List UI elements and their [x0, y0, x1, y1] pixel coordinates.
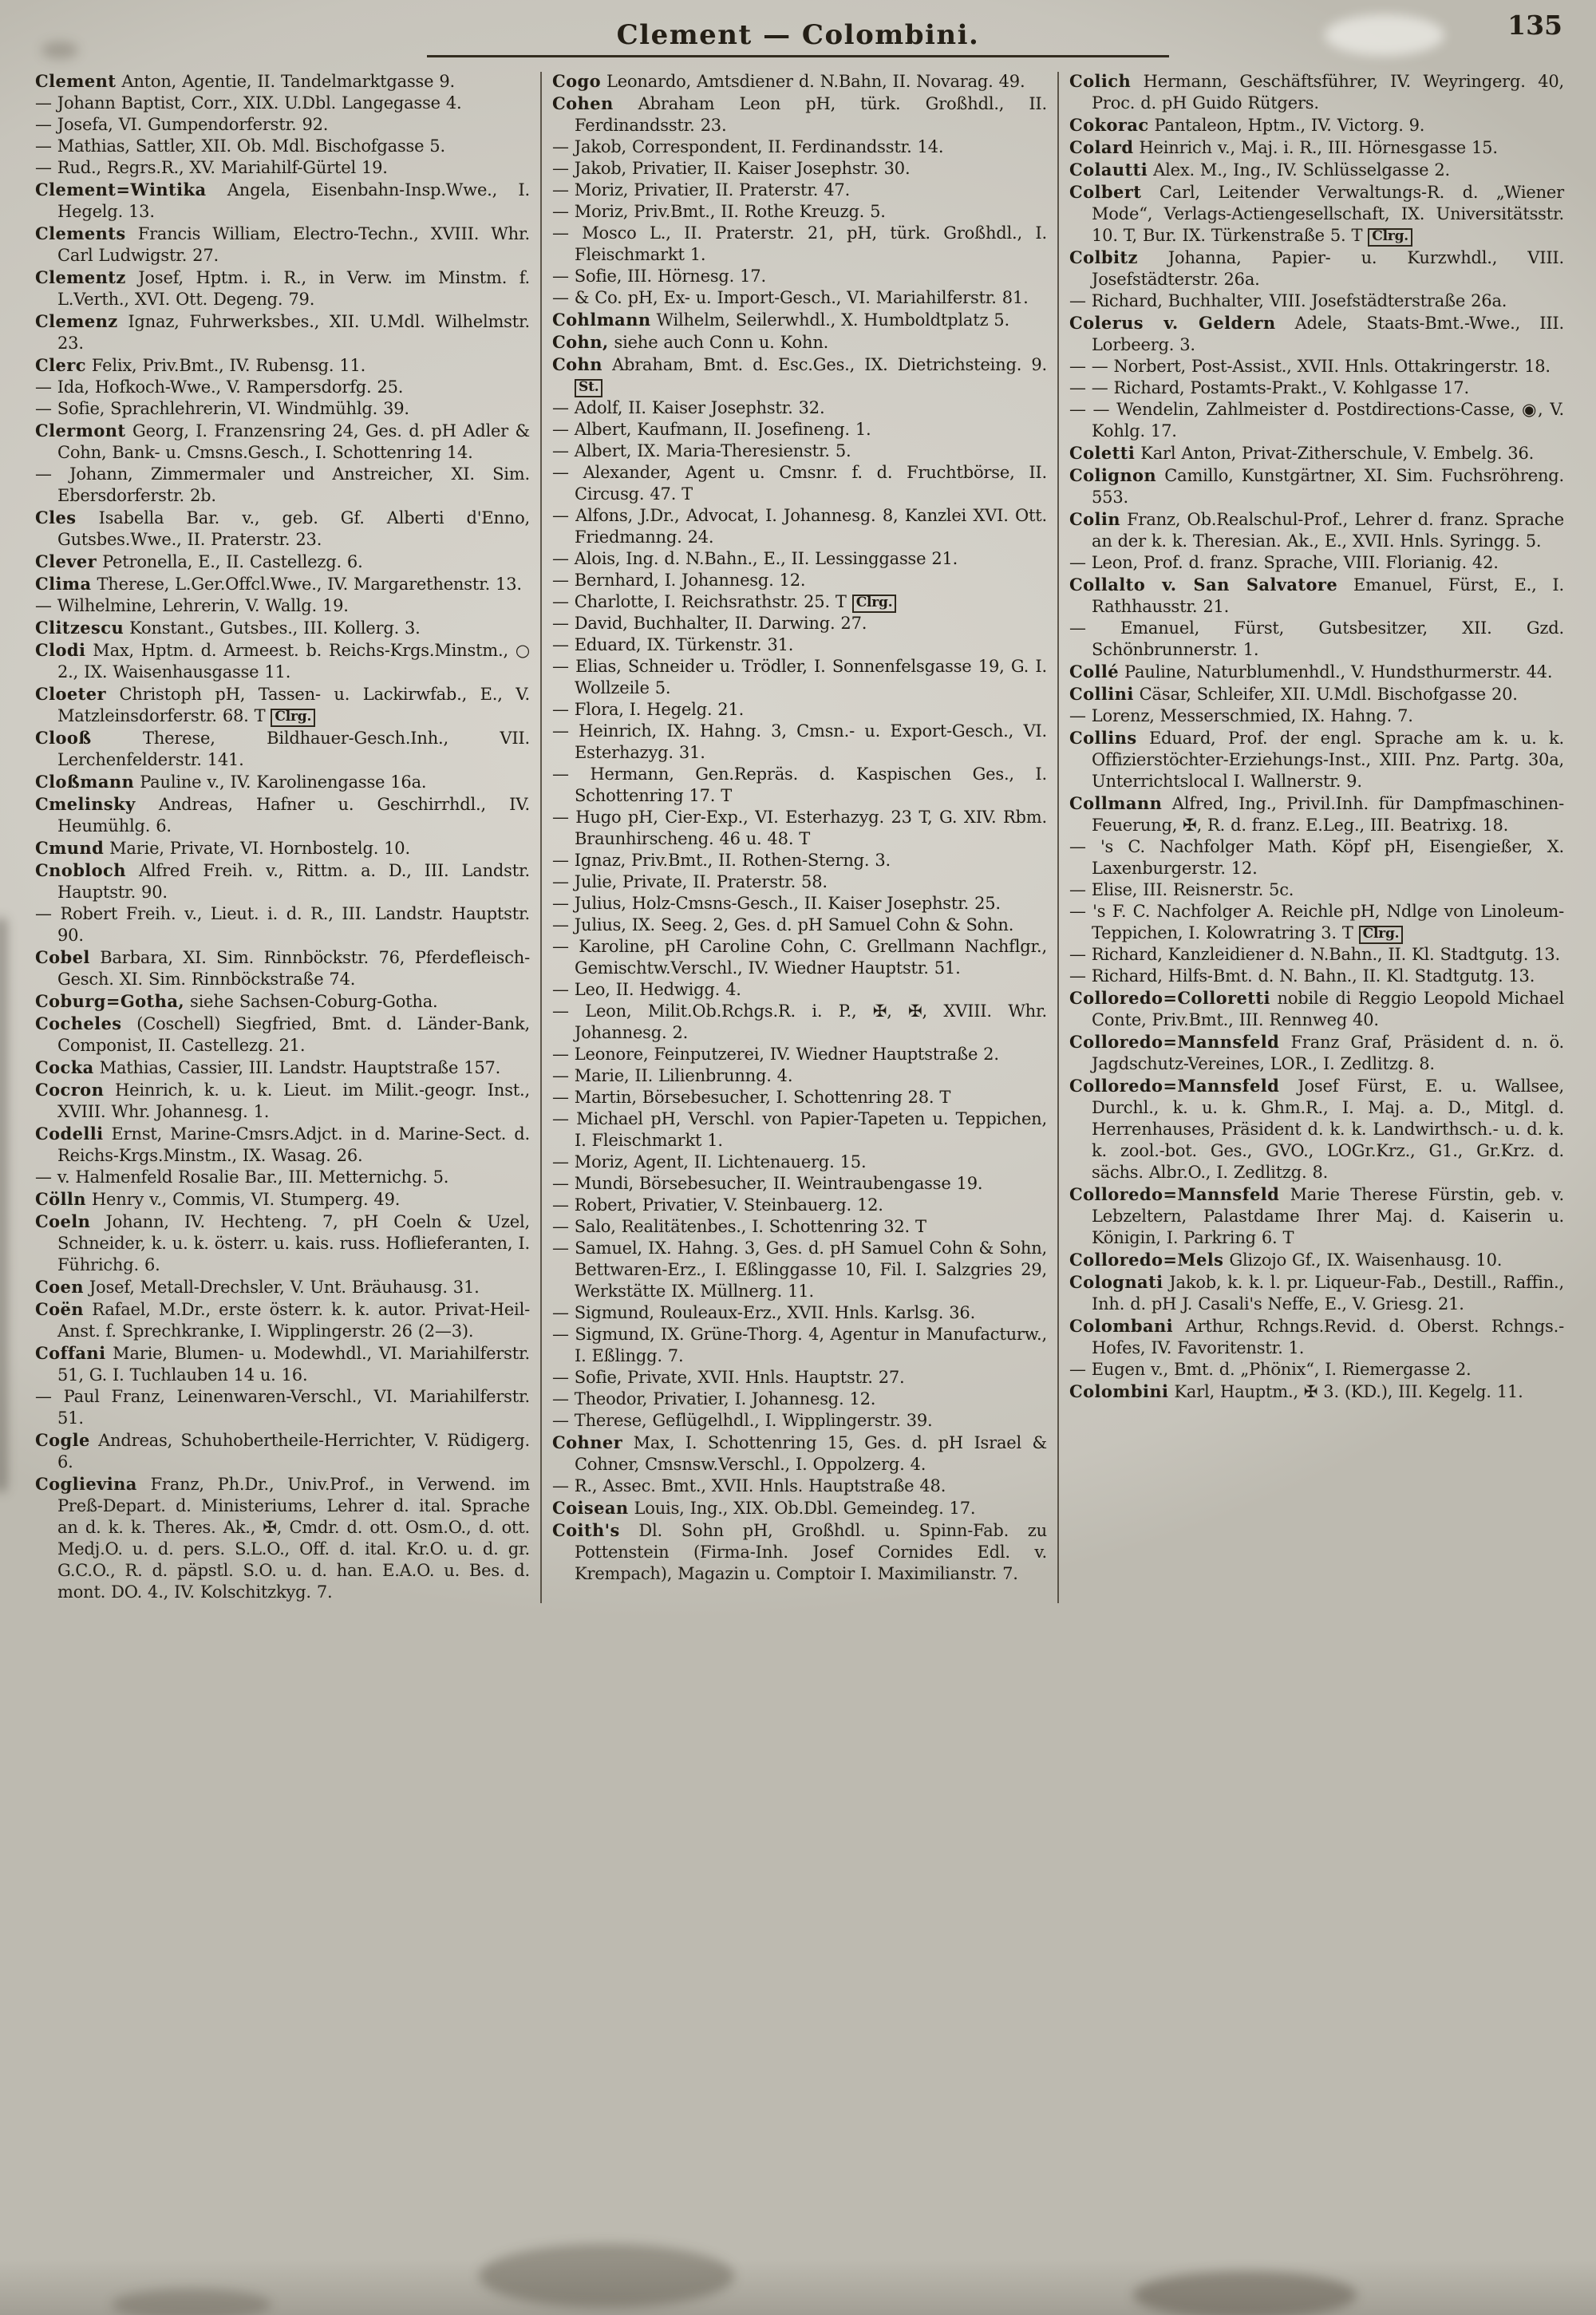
- entry-surname: Collé: [1069, 662, 1120, 681]
- directory-entry: — Sigmund, IX. Grüne-Thorg. 4, Agentur in Manufacturw., I. Eßlingg. 7.: [552, 1325, 1047, 1365]
- entry-surname: Colard: [1069, 137, 1134, 157]
- directory-entry: — Eduard, IX. Türkenstr. 31.: [552, 635, 794, 654]
- directory-entry: — Hugo pH, Cier-Exp., VI. Esterhazyg. 23 T, G. XIV. Rbm. Braunhirscheng. 46 u. 48. T: [552, 808, 1047, 848]
- directory-entry: — Jakob, Privatier, II. Kaiser Josephstr. 30.: [552, 159, 911, 178]
- entry-surname: Coletti: [1069, 443, 1136, 463]
- entry-surname: Colloredo=Mannsfeld: [1069, 1184, 1280, 1204]
- directory-entry: — Elias, Schneider u. Trödler, I. Sonnenfelsgasse 19, G. I. Wollzeile 5.: [552, 657, 1047, 697]
- directory-entry: — Ignaz, Priv.Bmt., II. Rothen-Sterng. 3.: [552, 851, 891, 870]
- directory-entry: Coeln Johann, IV. Hechteng. 7, pH Coeln & Uzel, Schneider, k. u. k. österr. u. kais. russ. Hoflieferanten, I. Führichg. 6.: [35, 1211, 530, 1274]
- entry-surname: Colombani: [1069, 1316, 1174, 1336]
- entry-surname: Colloredo=Mannsfeld: [1069, 1032, 1280, 1052]
- directory-entry: — Jakob, Correspondent, II. Ferdinandsstr. 14.: [552, 137, 944, 156]
- entry-surname: Colloredo=Mels: [1069, 1250, 1224, 1270]
- directory-entry: Colich Hermann, Geschäftsführer, IV. Weyringerg. 40, Proc. d. pH Guido Rütgers.: [1069, 71, 1564, 113]
- directory-entry: — Rud., Regrs.R., XV. Mariahilf-Gürtel 19.: [35, 158, 388, 177]
- entry-surname: Coën: [35, 1299, 84, 1319]
- directory-entry: Clement=Wintika Angela, Eisenbahn-Insp.Wwe., I. Hegelg. 13.: [35, 180, 530, 221]
- directory-entry: — Flora, I. Hegelg. 21.: [552, 700, 745, 719]
- directory-entry: — Charlotte, I. Reichsrathstr. 25. T Clrg.: [552, 591, 1047, 613]
- directory-entry: — Michael pH, Verschl. von Papier-Tapeten u. Teppichen, I. Fleischmarkt 1.: [552, 1109, 1047, 1150]
- entry-surname: Cloeter: [35, 684, 106, 704]
- scan-stain: [479, 2244, 734, 2308]
- entry-surname: Clever: [35, 551, 97, 571]
- directory-entry: — Albert, Kaufmann, II. Josefineng. 1.: [552, 420, 871, 439]
- entry-surname: Clement: [35, 71, 117, 91]
- directory-entry: — Albert, IX. Maria-Theresienstr. 5.: [552, 441, 851, 460]
- directory-entry: — Mosco L., II. Praterstr. 21, pH, türk. Großhdl., I. Fleischmarkt 1.: [552, 223, 1047, 264]
- directory-entry: Colautti Alex. M., Ing., IV. Schlüsselgasse 2.: [1069, 160, 1450, 180]
- directory-entry: — Samuel, IX. Hahng. 3, Ges. d. pH Samuel Cohn & Sohn, Bettwaren-Erz., I. Eßlinggasse 10, Fil. I. Salzgries 29, Werkstätte IX. Müllnerg. 11.: [552, 1238, 1047, 1301]
- directory-entry: Colloredo=Mels Glizojo Gf., IX. Waisenhausg. 10.: [1069, 1250, 1503, 1270]
- entry-surname: Colich: [1069, 71, 1132, 91]
- entry-surname: Cmund: [35, 838, 105, 858]
- entry-surname: Cmelinsky: [35, 794, 136, 814]
- directory-entry: Colloredo=Mannsfeld Franz Graf, Präsident d. n. ö. Jagdschutz-Vereines, LOR., I. Zedlitzg. 8.: [1069, 1032, 1564, 1073]
- directory-entry: — Robert Freih. v., Lieut. i. d. R., III. Landstr. Hauptstr. 90.: [35, 904, 530, 945]
- page-title: Clement — Colombini.: [616, 19, 980, 51]
- directory-entry: — Martin, Börsebesucher, I. Schottenring 28. T: [552, 1088, 951, 1107]
- directory-entry: Colloredo=Colloretti nobile di Reggio Leopold Michael Conte, Priv.Bmt., III. Rennweg 40.: [1069, 988, 1564, 1029]
- directory-entry: — 's F. C. Nachfolger A. Reichle pH, Ndlge von Linoleum-Teppichen, I. Kolowratring 3. T Clrg.: [1069, 902, 1564, 942]
- boxed-label: St.: [575, 379, 602, 397]
- directory-entry: — v. Halmenfeld Rosalie Bar., III. Metternichg. 5.: [35, 1167, 449, 1187]
- directory-entry: Colombini Karl, Hauptm., ✠ 3. (KD.), III. Kegelg. 11.: [1069, 1381, 1523, 1401]
- boxed-label: Clrg.: [271, 709, 315, 727]
- directory-entry: Collmann Alfred, Ing., Privil.Inh. für Dampfmaschinen-Feuerung, ✠, R. d. franz. E.Leg., III. Beatrixg. 18.: [1069, 793, 1564, 835]
- directory-entry: Clementz Josef, Hptm. i. R., in Verw. im Minstm. f. L.Verth., XVI. Ott. Degeng. 79.: [35, 267, 530, 309]
- directory-entry: — Ida, Hofkoch-Wwe., V. Rampersdorfg. 25.: [35, 377, 404, 397]
- directory-entry: Cogle Andreas, Schuhobertheile-Herrichter, V. Rüdigerg. 6.: [35, 1430, 530, 1472]
- scan-stain: [112, 2289, 271, 2315]
- directory-entry: — Julius, IX. Seeg. 2, Ges. d. pH Samuel Cohn & Sohn.: [552, 915, 1014, 934]
- directory-entry: — Sofie, III. Hörnesg. 17.: [552, 267, 766, 286]
- directory-entry: Clemenz Ignaz, Fuhrwerksbes., XII. U.Mdl. Wilhelmstr. 23.: [35, 311, 530, 353]
- directory-entry: Colin Franz, Ob.Realschul-Prof., Lehrer d. franz. Sprache an der k. k. Theresian. Ak., E., XVII. Hnls. Syringg. 5.: [1069, 509, 1564, 551]
- directory-entry: Cmelinsky Andreas, Hafner u. Geschirrhdl., IV. Heumühlg. 6.: [35, 794, 530, 836]
- directory-entry: — Bernhard, I. Johannesg. 12.: [552, 571, 806, 590]
- directory-entry: Cmund Marie, Private, VI. Hornbostelg. 10.: [35, 838, 410, 858]
- directory-entry: — Adolf, II. Kaiser Josephstr. 32.: [552, 398, 825, 417]
- directory-entry: Clitzescu Konstant., Gutsbes., III. Kollerg. 3.: [35, 618, 421, 638]
- directory-entry: — Sigmund, Rouleaux-Erz., XVII. Hnls. Karlsg. 36.: [552, 1303, 976, 1322]
- entry-surname: Cohner: [552, 1432, 623, 1452]
- directory-entry: Coglievina Franz, Ph.Dr., Univ.Prof., in Verwend. im Preß-Depart. d. Ministeriums, Lehrer d. ital. Sprache an d. k. k. Theres. Ak., ✠, Cmdr. d. ott. Osm.O., d. ott. Medj.O. u. d. pers. S.L.O., Off. d. ital. Kr.O. u. d. gr. G.C.O., R. d. päpstl. S.O. u. d. han. E.A.O. u. Bes. d. mont. DO. 4., IV. Kolschitzkyg. 7.: [35, 1474, 530, 1602]
- directory-entry: — Alois, Ing. d. N.Bahn., E., II. Lessinggasse 21.: [552, 549, 958, 568]
- directory-entry: Cohner Max, I. Schottenring 15, Ges. d. pH Israel & Cohner, Cmsnsw.Verschl., I. Oppolzerg. 4.: [552, 1432, 1047, 1474]
- directory-entry: — Leon, Prof. d. franz. Sprache, VIII. Florianig. 42.: [1069, 553, 1499, 572]
- entry-surname: Collmann: [1069, 793, 1163, 813]
- directory-entry: Colombani Arthur, Rchngs.Revid. d. Oberst. Rchngs.-Hofes, IV. Favoritenstr. 1.: [1069, 1316, 1564, 1357]
- directory-entry: Cohn Abraham, Bmt. d. Esc.Ges., IX. Dietrichsteing. 9. St.: [552, 354, 1047, 397]
- directory-entry: Cocheles (Coschell) Siegfried, Bmt. d. Länder-Bank, Componist, II. Castellezg. 21.: [35, 1013, 530, 1055]
- directory-entry: — Therese, Geflügelhdl., I. Wipplingerstr. 39.: [552, 1411, 933, 1430]
- directory-entry: — Marie, II. Lilienbrunng. 4.: [552, 1066, 793, 1085]
- directory-entry: Coisean Louis, Ing., XIX. Ob.Dbl. Gemeindeg. 17.: [552, 1498, 976, 1518]
- entry-surname: Collini: [1069, 684, 1134, 704]
- directory-entry: — Leon, Milit.Ob.Rchgs.R. i. P., ✠, ✠, XVIII. Whr. Johannesg. 2.: [552, 1001, 1047, 1042]
- directory-entry: — Julie, Private, II. Praterstr. 58.: [552, 872, 828, 891]
- directory-entry: Coletti Karl Anton, Privat-Zitherschule, V. Embelg. 36.: [1069, 443, 1535, 463]
- directory-entry: — Mathias, Sattler, XII. Ob. Mdl. Bischofgasse 5.: [35, 136, 445, 156]
- directory-entry: Colloredo=Mannsfeld Marie Therese Fürstin, geb. v. Lebzeltern, Palastdame Ihrer Maj. d. Kaiserin u. Königin, I. Parkring 6. T: [1069, 1184, 1564, 1247]
- entry-surname: Coglievina: [35, 1474, 137, 1494]
- directory-entry: — Robert, Privatier, V. Steinbauerg. 12.: [552, 1195, 883, 1215]
- entry-surname: Cloßmann: [35, 772, 135, 792]
- column-2: [552, 70, 1047, 1603]
- directory-entry: Collé Pauline, Naturblumenhdl., V. Hundsthurmerstr. 44.: [1069, 662, 1553, 681]
- entry-surname: Clooß: [35, 728, 92, 748]
- directory-entry: — Johann, Zimmermaler und Anstreicher, XI. Sim. Ebersdorferstr. 2b.: [35, 464, 530, 505]
- directory-entry: — & Co. pH, Ex- u. Import-Gesch., VI. Mariahilferstr. 81.: [552, 288, 1029, 307]
- directory-entry: Codelli Ernst, Marine-Cmsrs.Adjct. in d. Marine-Sect. d. Reichs-Krgs.Minstm., IX. Wasag. 26.: [35, 1124, 530, 1165]
- column-3: [1069, 70, 1564, 1603]
- directory-entry: Clement Anton, Agentie, II. Tandelmarktgasse 9.: [35, 71, 455, 91]
- directory-entry: Clodi Max, Hptm. d. Armeest. b. Reichs-Krgs.Minstm., ○ 2., IX. Waisenhausgasse 11.: [35, 640, 530, 681]
- column-1: [35, 70, 530, 1603]
- entry-surname: Cles: [35, 508, 77, 527]
- directory-entry: Clements Francis William, Electro-Techn., XVIII. Whr. Carl Ludwigstr. 27.: [35, 223, 530, 265]
- directory-entry: — David, Buchhalter, II. Darwing. 27.: [552, 614, 867, 633]
- entry-surname: Clodi: [35, 640, 86, 660]
- entry-surname: Colbitz: [1069, 247, 1138, 267]
- entry-surname: Colombini: [1069, 1381, 1169, 1401]
- entry-surname: Colerus v. Geldern: [1069, 313, 1276, 333]
- directory-entry: — Johann Baptist, Corr., XIX. U.Dbl. Langegasse 4.: [35, 93, 462, 113]
- directory-entry: Cloeter Christoph pH, Tassen- u. Lackirwfab., E., V. Matzleinsdorferstr. 68. T Clrg.: [35, 684, 530, 725]
- directory-entry: — Leonore, Feinputzerei, IV. Wiedner Hauptstraße 2.: [552, 1045, 999, 1064]
- directory-entry: — Theodor, Privatier, I. Johannesg. 12.: [552, 1389, 876, 1408]
- directory-entry: — Wilhelmine, Lehrerin, V. Wallg. 19.: [35, 596, 349, 615]
- entry-surname: Cocron: [35, 1080, 105, 1100]
- column-divider: [1057, 72, 1059, 1603]
- directory-entry: Clermont Georg, I. Franzensring 24, Ges. d. pH Adler & Cohn, Bank- u. Cmsns.Gesch., I. Schottenring 14.: [35, 421, 530, 462]
- directory-entry: Cohlmann Wilhelm, Seilerwhdl., X. Humboldtplatz 5.: [552, 310, 1009, 330]
- entry-surname: Coen: [35, 1277, 84, 1297]
- directory-entry: Clerc Felix, Priv.Bmt., IV. Rubensg. 11.: [35, 355, 366, 375]
- directory-entry: Cocron Heinrich, k. u. k. Lieut. im Milit.-geogr. Inst., XVIII. Whr. Johannesg. 1.: [35, 1080, 530, 1121]
- directory-entry: — Karoline, pH Caroline Cohn, C. Grellmann Nachflgr., Gemischtw.Verschl., IV. Wiedner Hauptstr. 51.: [552, 937, 1047, 978]
- entry-surname: Cocka: [35, 1057, 94, 1077]
- entry-surname: Clements: [35, 223, 126, 243]
- directory-entry: — Alfons, J.Dr., Advocat, I. Johannesg. 8, Kanzlei XVI. Ott. Friedmanng. 24.: [552, 506, 1047, 547]
- entry-surname: Cogle: [35, 1430, 90, 1450]
- entry-surname: Coffani: [35, 1343, 106, 1363]
- directory-entry: — Richard, Hilfs-Bmt. d. N. Bahn., II. Kl. Stadtgutg. 13.: [1069, 966, 1535, 986]
- directory-entry: — Lorenz, Messerschmied, IX. Hahng. 7.: [1069, 706, 1413, 725]
- directory-entry: — Julius, Holz-Cmsns-Gesch., II. Kaiser Josephstr. 25.: [552, 894, 1001, 913]
- directory-entry: — Salo, Realitätenbes., I. Schottenring 32. T: [552, 1217, 926, 1236]
- boxed-label: Clrg.: [852, 595, 897, 613]
- header-rule: [427, 55, 1169, 57]
- entry-surname: Colloredo=Colloretti: [1069, 988, 1270, 1008]
- entry-surname: Cocheles: [35, 1013, 122, 1033]
- entry-surname: Colloredo=Mannsfeld: [1069, 1076, 1280, 1096]
- directory-entry: — Emanuel, Fürst, Gutsbesitzer, XII. Gzd. Schönbrunnerstr. 1.: [1069, 618, 1564, 659]
- directory-entry: — Leo, II. Hedwigg. 4.: [552, 980, 741, 999]
- directory-entry: Cocka Mathias, Cassier, III. Landstr. Hauptstraße 157.: [35, 1057, 501, 1077]
- entry-surname: Cogo: [552, 71, 602, 91]
- entry-surname: Cohlmann: [552, 310, 651, 330]
- directory-entry: — Moriz, Privatier, II. Praterstr. 47.: [552, 180, 851, 200]
- entry-surname: Coeln: [35, 1211, 91, 1231]
- directory-entry: — Elise, III. Reisnerstr. 5c.: [1069, 880, 1294, 899]
- entry-surname: Cölln: [35, 1189, 86, 1209]
- entry-surname: Cohen: [552, 93, 614, 113]
- directory-entry: Cloßmann Pauline v., IV. Karolinengasse 16a.: [35, 772, 427, 792]
- entry-surname: Clima: [35, 574, 92, 594]
- directory-entry: — Richard, Kanzleidiener d. N.Bahn., II. Kl. Stadtgutg. 13.: [1069, 945, 1561, 964]
- directory-entry: Cles Isabella Bar. v., geb. Gf. Alberti d'Enno, Gutsbes.Wwe., II. Praterstr. 23.: [35, 508, 530, 549]
- directory-entry: — Moriz, Agent, II. Lichtenauerg. 15.: [552, 1152, 867, 1171]
- entry-surname: Collalto v. San Salvatore: [1069, 575, 1338, 595]
- directory-entry: — Heinrich, IX. Hahng. 3, Cmsn.- u. Export-Gesch., VI. Esterhazyg. 31.: [552, 721, 1047, 762]
- directory-entry: Coburg=Gotha, siehe Sachsen-Coburg-Gotha.: [35, 991, 438, 1011]
- entry-surname: Colautti: [1069, 160, 1148, 180]
- directory-entry: Colbert Carl, Leitender Verwaltungs-R. d. „Wiener Mode“, Verlags-Actiengesellschaft, IX. Universitätsstr. 10. T, Bur. IX. Türkenstraße 5. T Clrg.: [1069, 182, 1564, 245]
- entry-surname: Clermont: [35, 421, 126, 440]
- entry-surname: Coburg=Gotha,: [35, 991, 185, 1011]
- directory-entry: Colbitz Johanna, Papier- u. Kurzwhdl., VIII. Josefstädterstr. 26a.: [1069, 247, 1564, 289]
- directory-entry: Cohen Abraham Leon pH, türk. Großhdl., II. Ferdinandsstr. 23.: [552, 93, 1047, 135]
- directory-entry: Coën Rafael, M.Dr., erste österr. k. k. autor. Privat-Heil-Anst. f. Sprechkranke, I. Wipplingerstr. 26 (2—3).: [35, 1299, 530, 1341]
- directory-entry: Cobel Barbara, XI. Sim. Rinnböckstr. 76, Pferdefleisch-Gesch. XI. Sim. Rinnböckstraße 74.: [35, 947, 530, 989]
- directory-entry: — Mundi, Börsebesucher, II. Weintraubengasse 19.: [552, 1174, 983, 1193]
- entry-surname: Cohn: [552, 354, 602, 374]
- directory-entry: — — Wendelin, Zahlmeister d. Postdirections-Casse, ◉, V. Kohlg. 17.: [1069, 400, 1564, 440]
- directory-entry: — Sofie, Private, XVII. Hnls. Hauptstr. 27.: [552, 1368, 905, 1387]
- column-divider: [540, 72, 542, 1603]
- directory-entry: Colard Heinrich v., Maj. i. R., III. Hörnesgasse 15.: [1069, 137, 1498, 157]
- directory-entry: — Josefa, VI. Gumpendorferstr. 92.: [35, 115, 329, 134]
- directory-entry: Clever Petronella, E., II. Castellezg. 6.: [35, 551, 363, 571]
- entry-surname: Collins: [1069, 728, 1137, 748]
- entry-surname: Colognati: [1069, 1272, 1163, 1292]
- directory-entry: Colignon Camillo, Kunstgärtner, XI. Sim. Fuchsröhreng. 553.: [1069, 465, 1564, 507]
- scan-stain: [1133, 2271, 1357, 2315]
- entry-surname: Clerc: [35, 355, 86, 375]
- directory-entry: Colognati Jakob, k. k. l. pr. Liqueur-Fab., Destill., Raffin., Inh. d. pH J. Casali's Neffe, E., V. Griesg. 21.: [1069, 1272, 1564, 1314]
- entry-surname: Clementz: [35, 267, 126, 287]
- directory-entry: Cokorac Pantaleon, Hptm., IV. Victorg. 9.: [1069, 115, 1425, 135]
- directory-entry: — Eugen v., Bmt. d. „Phönix“, I. Riemergasse 2.: [1069, 1360, 1472, 1379]
- directory-columns: [0, 57, 1596, 1603]
- directory-entry: Coffani Marie, Blumen- u. Modewhdl., VI. Mariahilferstr. 51, G. I. Tuchlauben 14 u. 16.: [35, 1343, 530, 1385]
- entry-surname: Cohn,: [552, 332, 609, 352]
- directory-entry: Colloredo=Mannsfeld Josef Fürst, E. u. Wallsee, Durchl., k. u. k. Ghm.R., I. Maj. a. D., Mitgl. d. Herrenhauses, Präsident d. k. k. Landwirthsch.- u. d. k. k. zool.-bot. Ges., GVO., LOGr.Krz., G1., Gr.Krz. d. sächs. Albr.O., I. Zedlitzg. 8.: [1069, 1076, 1564, 1182]
- directory-entry: Cohn, siehe auch Conn u. Kohn.: [552, 332, 829, 352]
- entry-surname: Codelli: [35, 1124, 104, 1144]
- page-header: [0, 0, 1596, 57]
- entry-surname: Colin: [1069, 509, 1120, 529]
- entry-surname: Colbert: [1069, 182, 1142, 202]
- directory-entry: — Alexander, Agent u. Cmsnr. f. d. Fruchtbörse, II. Circusg. 47. T: [552, 463, 1047, 504]
- directory-entry: Cölln Henry v., Commis, VI. Stumperg. 49.: [35, 1189, 401, 1209]
- directory-entry: — Moriz, Priv.Bmt., II. Rothe Kreuzg. 5.: [552, 202, 886, 221]
- directory-entry: — Hermann, Gen.Repräs. d. Kaspischen Ges., I. Schottenring 17. T: [552, 764, 1047, 805]
- entry-surname: Cokorac: [1069, 115, 1149, 135]
- directory-entry: — — Richard, Postamts-Prakt., V. Kohlgasse 17.: [1069, 378, 1469, 397]
- entry-surname: Clitzescu: [35, 618, 124, 638]
- directory-entry: — Sofie, Sprachlehrerin, VI. Windmühlg. 39.: [35, 399, 409, 418]
- directory-entry: Collini Cäsar, Schleifer, XII. U.Mdl. Bischofgasse 20.: [1069, 684, 1518, 704]
- directory-entry: — R., Assec. Bmt., XVII. Hnls. Hauptstraße 48.: [552, 1476, 946, 1495]
- entry-surname: Clement=Wintika: [35, 180, 207, 200]
- entry-surname: Cobel: [35, 947, 90, 967]
- page-number: 135: [1507, 10, 1562, 41]
- directory-entry: — Richard, Buchhalter, VIII. Josefstädterstraße 26a.: [1069, 291, 1507, 310]
- directory-entry: — Paul Franz, Leinenwaren-Verschl., VI. Mariahilferstr. 51.: [35, 1387, 530, 1428]
- entry-surname: Colignon: [1069, 465, 1157, 485]
- directory-entry: Colerus v. Geldern Adele, Staats-Bmt.-Wwe., III. Lorbeerg. 3.: [1069, 313, 1564, 354]
- directory-entry: Collalto v. San Salvatore Emanuel, Fürst, E., I. Rathhausstr. 21.: [1069, 575, 1564, 616]
- entry-surname: Cnobloch: [35, 860, 126, 880]
- directory-entry: — 's C. Nachfolger Math. Köpf pH, Eisengießer, X. Laxenburgerstr. 12.: [1069, 837, 1564, 878]
- directory-entry: Coen Josef, Metall-Drechsler, V. Unt. Bräuhausg. 31.: [35, 1277, 480, 1297]
- directory-entry: Clooß Therese, Bildhauer-Gesch.Inh., VII. Lerchenfelderstr. 141.: [35, 728, 530, 769]
- directory-entry: Cnobloch Alfred Freih. v., Rittm. a. D., III. Landstr. Hauptstr. 90.: [35, 860, 530, 902]
- directory-entry: Cogo Leonardo, Amtsdiener d. N.Bahn, II. Novarag. 49.: [552, 71, 1025, 91]
- directory-entry: Clima Therese, L.Ger.Offcl.Wwe., IV. Margarethenstr. 13.: [35, 574, 522, 594]
- directory-entry: Coith's Dl. Sohn pH, Großhdl. u. Spinn-Fab. zu Pottenstein (Firma-Inh. Josef Cornides Edl. v. Krempach), Magazin u. Comptoir I. Maximilianstr. 7.: [552, 1520, 1047, 1583]
- boxed-label: Clrg.: [1359, 926, 1404, 944]
- entry-surname: Clemenz: [35, 311, 118, 331]
- entry-surname: Coisean: [552, 1498, 629, 1518]
- directory-entry: Collins Eduard, Prof. der engl. Sprache am k. u. k. Offizierstöchter-Erziehungs-Inst., XIII. Pnz. Partg. 30a, Unterrichtslocal I. Wallnerstr. 9.: [1069, 728, 1564, 791]
- directory-entry: — — Norbert, Post-Assist., XVII. Hnls. Ottakringerstr. 18.: [1069, 357, 1551, 376]
- boxed-label: Clrg.: [1368, 228, 1412, 247]
- entry-surname: Coith's: [552, 1520, 620, 1540]
